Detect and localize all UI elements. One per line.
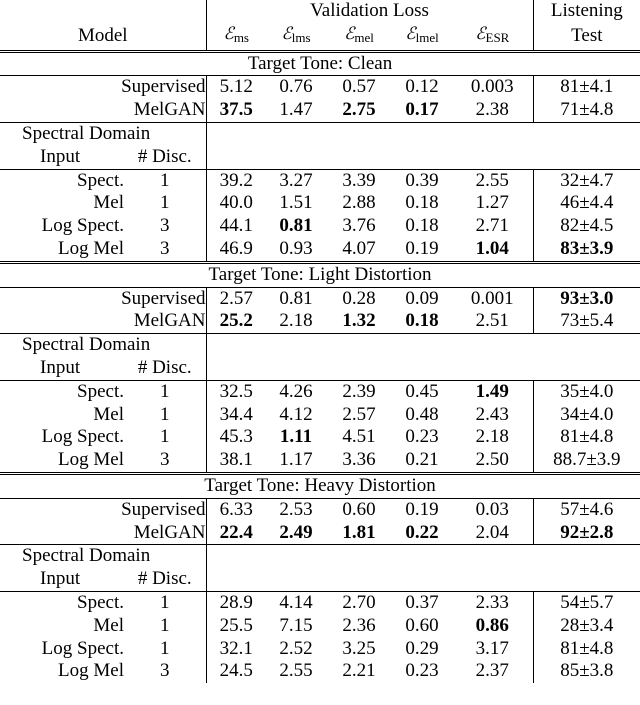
value-mel: 1.81 <box>342 521 376 543</box>
input-type: Log Mel <box>58 660 124 682</box>
value-lms: 1.51 <box>279 192 313 214</box>
section-title-row <box>0 51 640 76</box>
value-ms: 25.2 <box>219 310 253 332</box>
value-lms: 2.55 <box>279 660 313 682</box>
header-row-2 <box>0 23 640 51</box>
value-esr: 2.18 <box>452 426 533 449</box>
baseline-row <box>0 498 640 521</box>
disc-count: 1 <box>124 192 206 215</box>
value-mel: 3.39 <box>326 169 392 192</box>
listening-score: 46±4.4 <box>560 192 614 214</box>
value-esr: 2.33 <box>452 591 533 614</box>
disc-header: # Disc. <box>124 357 206 380</box>
value-lmel: 0.09 <box>392 287 452 310</box>
listening-score: 71±4.8 <box>560 99 614 121</box>
value-lms: 1.47 <box>279 99 313 121</box>
value-lmel: 0.60 <box>405 614 439 636</box>
listening-score: 81±4.8 <box>560 637 614 659</box>
value-ms: 6.33 <box>206 498 266 521</box>
blank-cell <box>206 568 640 591</box>
listening-score: 35±4.0 <box>533 380 640 403</box>
input-type: Spect. <box>0 380 124 403</box>
listening-header-line2: Test <box>571 24 603 46</box>
value-mel: 2.70 <box>326 591 392 614</box>
input-type: Spect. <box>0 169 124 192</box>
disc-count: 3 <box>124 215 206 238</box>
disc-count: 3 <box>124 660 206 683</box>
config-row <box>0 615 640 638</box>
value-mel: 4.07 <box>342 237 376 259</box>
validation-loss-header: Validation Loss <box>206 0 533 23</box>
value-esr: 1.04 <box>452 238 533 262</box>
listening-score: 32±4.7 <box>533 169 640 192</box>
value-lms: 0.81 <box>266 287 326 310</box>
value-lmel: 0.19 <box>405 237 439 259</box>
value-mel: 2.39 <box>326 380 392 403</box>
disc-count: 1 <box>124 591 206 614</box>
value-mel: 3.76 <box>342 215 376 237</box>
listening-header-line1: Listening <box>550 0 623 21</box>
value-mel: 0.57 <box>326 76 392 99</box>
spectral-domain-header-row <box>0 122 640 145</box>
value-lmel: 0.17 <box>405 99 439 121</box>
metric-header-mel: ℰ$_{mel}$ <box>344 23 374 45</box>
config-row <box>0 660 640 683</box>
value-lmel: 0.23 <box>405 660 439 682</box>
config-row <box>0 238 640 262</box>
value-ms: 40.0 <box>219 192 253 214</box>
config-row <box>0 169 640 192</box>
disc-header: # Disc. <box>124 146 206 169</box>
value-esr: 0.003 <box>452 76 533 99</box>
value-mel: 2.21 <box>342 660 376 682</box>
value-lms: 2.52 <box>279 637 313 659</box>
value-lmel: 0.29 <box>405 637 439 659</box>
value-lms: 2.53 <box>266 498 326 521</box>
value-ms: 39.2 <box>206 169 266 192</box>
value-esr: 0.03 <box>452 498 533 521</box>
disc-count: 1 <box>124 380 206 403</box>
input-type: Log Spect. <box>41 426 124 448</box>
input-disc-header-row <box>0 568 640 591</box>
model-name: Supervised <box>0 287 206 310</box>
baseline-row <box>0 310 640 333</box>
config-row <box>0 404 640 427</box>
value-lms: 4.12 <box>279 403 313 425</box>
value-mel: 1.32 <box>342 310 376 332</box>
model-header-top <box>0 0 206 23</box>
disc-count: 1 <box>124 404 206 427</box>
config-row <box>0 638 640 661</box>
value-lmel: 0.19 <box>392 498 452 521</box>
input-disc-header-row <box>0 357 640 380</box>
blank-cell <box>206 122 640 145</box>
model-name: Supervised <box>0 498 206 521</box>
input-type: Log Mel <box>58 449 124 471</box>
metric-header-esr: ℰ$_{ESR}$ <box>452 23 533 51</box>
value-esr: 3.17 <box>452 638 533 661</box>
model-name: MelGAN <box>0 522 206 545</box>
value-lmel: 0.39 <box>392 169 452 192</box>
input-header: Input <box>40 356 81 378</box>
blank-cell <box>206 146 640 169</box>
listening-score: 54±5.7 <box>533 591 640 614</box>
value-esr: 2.43 <box>452 404 533 427</box>
value-lms: 4.26 <box>266 380 326 403</box>
value-mel: 0.60 <box>326 498 392 521</box>
disc-count: 1 <box>124 426 206 449</box>
value-lms: 0.81 <box>279 215 313 237</box>
value-lms: 0.93 <box>279 237 313 259</box>
value-mel: 2.57 <box>342 403 376 425</box>
value-esr: 2.50 <box>452 449 533 473</box>
value-mel: 2.75 <box>342 99 376 121</box>
blank-cell <box>206 545 640 568</box>
disc-count: 3 <box>124 238 206 262</box>
config-row <box>0 215 640 238</box>
section-title-row <box>0 262 640 287</box>
value-lmel: 0.18 <box>405 215 439 237</box>
value-lms: 0.76 <box>266 76 326 99</box>
value-ms: 44.1 <box>219 215 253 237</box>
value-mel: 3.36 <box>342 449 376 471</box>
value-lms: 4.14 <box>266 591 326 614</box>
value-lmel: 0.37 <box>392 591 452 614</box>
section-title: Target Tone: Clean <box>0 51 640 76</box>
value-lms: 1.17 <box>279 449 313 471</box>
input-type: Spect. <box>0 591 124 614</box>
spectral-domain-header-row <box>0 334 640 357</box>
model-name: MelGAN <box>0 310 206 333</box>
value-esr: 0.86 <box>452 615 533 638</box>
value-ms: 32.1 <box>219 637 253 659</box>
header-row-1 <box>0 0 640 23</box>
baseline-row <box>0 287 640 310</box>
value-lms: 2.18 <box>279 310 313 332</box>
baseline-row <box>0 522 640 545</box>
value-lms: 7.15 <box>279 614 313 636</box>
input-header: Input <box>40 145 81 167</box>
listening-score: 28±3.4 <box>560 614 614 636</box>
value-lmel: 0.18 <box>405 310 439 332</box>
config-row <box>0 380 640 403</box>
value-ms: 46.9 <box>219 237 253 259</box>
value-esr: 2.71 <box>452 215 533 238</box>
baseline-row <box>0 76 640 99</box>
model-name: MelGAN <box>0 99 206 122</box>
spectral-domain-label: Spectral Domain <box>0 545 206 568</box>
value-lmel: 0.23 <box>405 426 439 448</box>
listening-score: 88.7±3.9 <box>553 449 621 471</box>
listening-score: 85±3.8 <box>560 660 614 682</box>
spectral-domain-header-row <box>0 545 640 568</box>
value-lms: 2.49 <box>279 521 313 543</box>
section-title: Target Tone: Heavy Distortion <box>0 473 640 498</box>
value-ms: 2.57 <box>206 287 266 310</box>
value-ms: 24.5 <box>219 660 253 682</box>
listening-score: 82±4.5 <box>560 215 614 237</box>
value-lms: 3.27 <box>266 169 326 192</box>
model-header: Model <box>0 23 206 51</box>
value-ms: 25.5 <box>219 614 253 636</box>
listening-score: 81±4.1 <box>533 76 640 99</box>
listening-score: 81±4.8 <box>560 426 614 448</box>
input-type: Log Spect. <box>41 637 124 659</box>
blank-cell <box>206 334 640 357</box>
value-ms: 5.12 <box>206 76 266 99</box>
listening-score: 34±4.0 <box>560 403 614 425</box>
section-title-row <box>0 473 640 498</box>
value-mel: 2.36 <box>342 614 376 636</box>
metric-header-lmel: ℰ$_{lmel}$ <box>405 23 439 45</box>
value-ms: 28.9 <box>206 591 266 614</box>
value-lmel: 0.21 <box>405 449 439 471</box>
listening-score: 57±4.6 <box>533 498 640 521</box>
value-ms: 22.4 <box>219 521 253 543</box>
metric-header-lms: ℰ$_{lms}$ <box>281 23 311 45</box>
value-esr: 1.27 <box>452 192 533 215</box>
spectral-domain-label: Spectral Domain <box>0 334 206 357</box>
disc-count: 1 <box>124 638 206 661</box>
value-lms: 1.11 <box>279 426 313 448</box>
config-row <box>0 426 640 449</box>
section-title: Target Tone: Light Distortion <box>0 262 640 287</box>
listening-score: 93±3.0 <box>533 287 640 310</box>
disc-count: 3 <box>124 449 206 473</box>
value-ms: 37.5 <box>219 99 253 121</box>
spectral-domain-label: Spectral Domain <box>0 122 206 145</box>
value-lmel: 0.18 <box>405 192 439 214</box>
config-row <box>0 591 640 614</box>
input-type: Log Spect. <box>41 215 124 237</box>
listening-score: 92±2.8 <box>560 521 614 543</box>
value-esr: 2.51 <box>452 310 533 333</box>
value-ms: 32.5 <box>206 380 266 403</box>
input-type: Mel <box>93 614 124 636</box>
value-ms: 34.4 <box>219 403 253 425</box>
disc-header: # Disc. <box>124 568 206 591</box>
value-lmel: 0.12 <box>392 76 452 99</box>
value-ms: 45.3 <box>219 426 253 448</box>
value-lmel: 0.22 <box>405 521 439 543</box>
value-lmel: 0.48 <box>405 403 439 425</box>
input-disc-header-row <box>0 146 640 169</box>
value-esr: 2.55 <box>452 169 533 192</box>
value-mel: 3.25 <box>342 637 376 659</box>
disc-count: 1 <box>124 169 206 192</box>
model-name: Supervised <box>0 76 206 99</box>
listening-score: 73±5.4 <box>560 310 614 332</box>
input-type: Log Mel <box>58 237 124 259</box>
listening-score: 83±3.9 <box>560 237 614 259</box>
metric-header-ms: ℰ$_{ms}$ <box>223 23 249 45</box>
value-mel: 2.88 <box>342 192 376 214</box>
value-lmel: 0.45 <box>392 380 452 403</box>
blank-cell <box>206 357 640 380</box>
input-type: Mel <box>93 403 124 425</box>
input-header: Input <box>40 568 81 590</box>
value-mel: 4.51 <box>342 426 376 448</box>
value-mel: 0.28 <box>326 287 392 310</box>
disc-count: 1 <box>124 615 206 638</box>
value-ms: 38.1 <box>219 449 253 471</box>
value-esr: 2.38 <box>452 99 533 122</box>
value-esr: 0.001 <box>452 287 533 310</box>
value-esr: 2.04 <box>452 522 533 545</box>
config-row <box>0 192 640 215</box>
value-esr: 1.49 <box>452 380 533 403</box>
input-type: Mel <box>93 192 124 214</box>
config-row <box>0 449 640 473</box>
baseline-row <box>0 99 640 122</box>
value-esr: 2.37 <box>452 660 533 683</box>
